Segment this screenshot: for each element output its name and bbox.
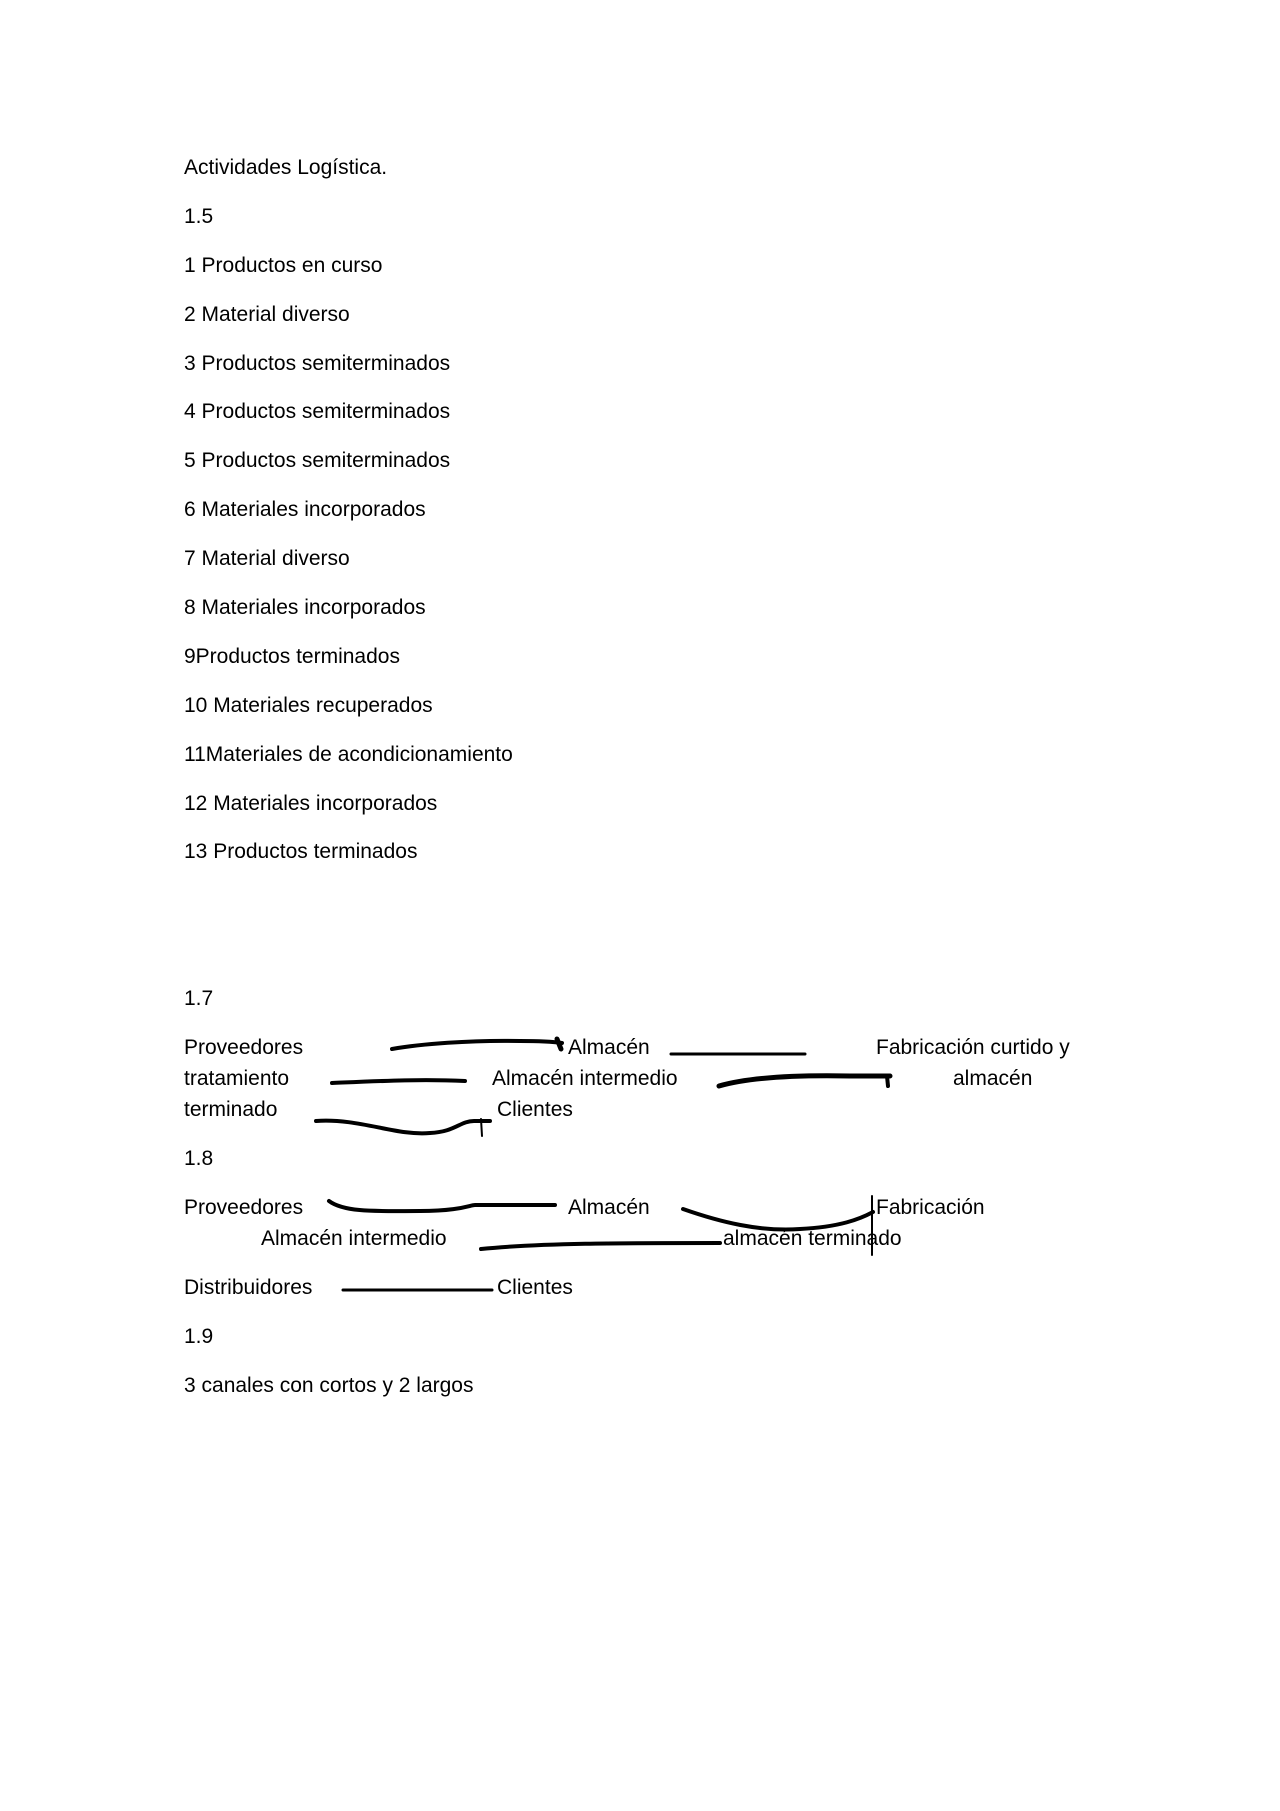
list-item: 11Materiales de acondicionamiento [184,743,513,766]
list-item: 13 Productos terminados [184,840,418,863]
flow-node-almacen: Almacén [568,1036,650,1059]
list-item: 12 Materiales incorporados [184,792,438,815]
document-title: Actividades Logística. [184,156,388,179]
connector-stroke [316,1121,490,1134]
flow-node-tratamiento: tratamiento [184,1067,290,1090]
list-item: 1 Productos en curso [184,254,383,277]
list-item: 5 Productos semiterminados [184,449,451,472]
flow-node-almacen-intermedio: Almacén intermedio [261,1227,447,1250]
list-item: 3 Productos semiterminados [184,352,451,375]
section-heading-1-9: 1.9 [184,1325,214,1348]
connector-stroke [329,1201,555,1211]
flow-node-almacen-terminado: almacén terminado [723,1227,902,1250]
flow-node-proveedores: Proveedores [184,1036,304,1059]
connector-stroke [332,1080,465,1083]
flow-node-fabricacion: Fabricación [876,1196,985,1219]
flow-node-almacen-2: almacén [953,1067,1033,1090]
section-1-9-text: 3 canales con cortos y 2 largos [184,1374,474,1397]
connector-stroke [392,1041,562,1049]
section-heading-1-7: 1.7 [184,987,214,1010]
connector-stroke [481,1119,482,1136]
flow-node-proveedores: Proveedores [184,1196,304,1219]
list-item: 10 Materiales recuperados [184,694,433,717]
list-item: 9Productos terminados [184,645,400,668]
connector-stroke [481,1243,720,1249]
flow-node-clientes: Clientes [497,1276,573,1299]
connector-stroke [719,1076,890,1086]
flow-node-distribuidores: Distribuidores [184,1276,313,1299]
section-heading-1-5: 1.5 [184,205,214,228]
flow-node-clientes: Clientes [497,1098,573,1121]
list-item: 6 Materiales incorporados [184,498,426,521]
flow-node-fabricacion: Fabricación curtido y [876,1036,1070,1059]
connector-stroke [557,1039,561,1049]
list-item: 7 Material diverso [184,547,350,570]
flow-node-almacen: Almacén [568,1196,650,1219]
connector-stroke [887,1076,888,1086]
list-item: 4 Productos semiterminados [184,400,451,423]
list-item: 2 Material diverso [184,303,350,326]
flow-node-terminado: terminado [184,1098,278,1121]
list-item: 8 Materiales incorporados [184,596,426,619]
section-heading-1-8: 1.8 [184,1147,214,1170]
flow-node-almacen-intermedio: Almacén intermedio [492,1067,678,1090]
